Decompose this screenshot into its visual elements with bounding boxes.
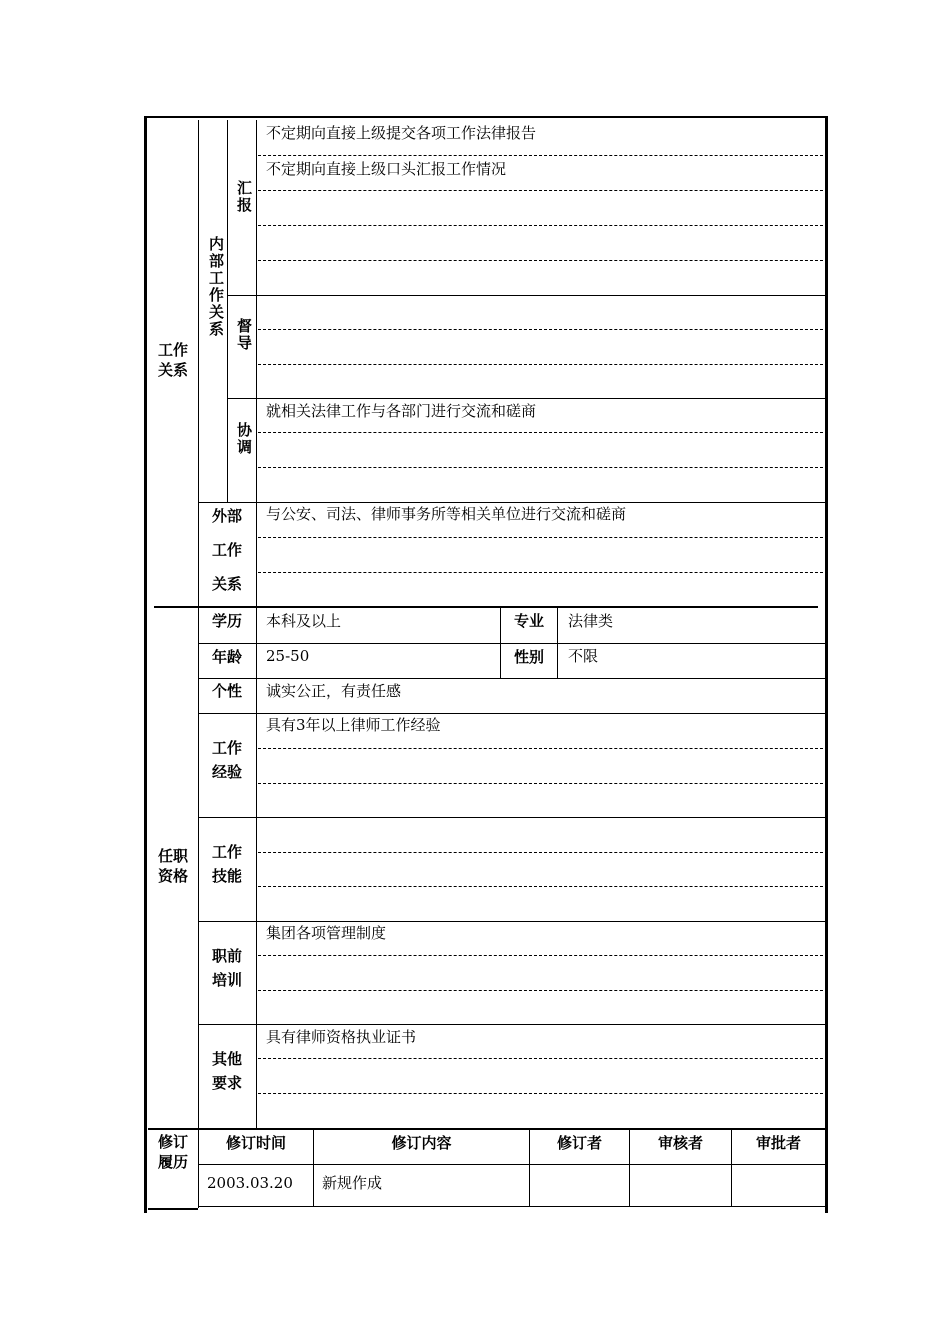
dashed-line	[258, 537, 823, 538]
revision-col-auditor: 审核者	[657, 1134, 703, 1152]
external-label-1: 外部	[211, 507, 242, 525]
coordinate-item-1: 就相关法律工作与各部门进行交流和磋商	[266, 402, 537, 420]
experience-item-1: 具有3年以上律师工作经验	[266, 716, 441, 734]
internal-divider	[227, 120, 228, 502]
dashed-line	[258, 364, 823, 365]
report-label: 汇报	[235, 180, 253, 214]
coordinate-label: 协调	[235, 422, 253, 456]
dashed-line	[258, 432, 823, 433]
dashed-line	[258, 783, 823, 784]
dashed-line	[258, 748, 823, 749]
dashed-line	[258, 225, 823, 226]
section-divider	[154, 606, 818, 608]
frame-bottom-border	[148, 1208, 198, 1210]
dashed-line	[258, 852, 823, 853]
other-item-1: 具有律师资格执业证书	[266, 1028, 417, 1046]
frame-top-border	[144, 116, 828, 118]
training-label-2: 培训	[211, 971, 242, 989]
dashed-line	[258, 886, 823, 887]
row-divider	[227, 295, 825, 296]
revision-history-title: 修订履历	[157, 1133, 188, 1171]
dashed-line	[258, 1058, 823, 1059]
experience-label-1: 工作	[211, 739, 242, 757]
major-value: 法律类	[568, 612, 614, 630]
revision-col-approver: 审批者	[755, 1134, 801, 1152]
report-item-2: 不定期向直接上级口头汇报工作情况	[266, 160, 507, 178]
dashed-line	[258, 190, 823, 191]
row-divider	[198, 817, 825, 818]
dashed-line	[258, 467, 823, 468]
education-label: 学历	[211, 612, 242, 630]
dashed-line	[258, 955, 823, 956]
qual-content-divider	[256, 608, 257, 1128]
dashed-line	[258, 1093, 823, 1094]
other-label-2: 要求	[211, 1074, 242, 1092]
external-item-1: 与公安、司法、律师事务所等相关单位进行交流和磋商	[266, 505, 627, 523]
training-item-1: 集团各项管理制度	[266, 924, 387, 942]
age-value: 25-50	[266, 647, 310, 665]
revision-col-reviser: 修订者	[556, 1134, 602, 1152]
revision-content: 新规作成	[322, 1174, 383, 1192]
experience-label-2: 经验	[211, 763, 242, 781]
frame-left-border	[144, 116, 147, 1213]
frame-right-border	[825, 116, 828, 1213]
row-divider	[198, 502, 825, 503]
training-label-1: 职前	[211, 947, 242, 965]
row-divider	[198, 713, 825, 714]
age-label: 年龄	[211, 648, 242, 666]
dashed-line	[258, 329, 823, 330]
row-divider	[198, 643, 825, 644]
external-label-2: 工作	[211, 541, 242, 559]
section-divider	[148, 1128, 825, 1130]
row-divider	[198, 921, 825, 922]
qualifications-title: 任职资格	[157, 847, 188, 885]
skills-label-1: 工作	[211, 843, 242, 861]
gender-label: 性别	[513, 648, 544, 666]
revision-date: 2003.03.20	[207, 1174, 293, 1192]
row-divider	[198, 1024, 825, 1025]
row-divider	[198, 1164, 825, 1165]
education-value: 本科及以上	[266, 612, 342, 630]
column-divider-1	[198, 120, 199, 1208]
skills-label-2: 技能	[211, 867, 242, 885]
content-divider	[256, 120, 257, 606]
dashed-line	[258, 990, 823, 991]
supervise-label: 督导	[235, 318, 253, 352]
dashed-line	[258, 572, 823, 573]
row-divider	[227, 398, 825, 399]
row-divider	[198, 678, 825, 679]
revision-col-date: 修订时间	[225, 1134, 286, 1152]
other-label-1: 其他	[211, 1050, 242, 1068]
dashed-line	[258, 155, 823, 156]
personality-value: 诚实公正，有责任感	[266, 682, 402, 700]
internal-relations-title: 内部工作关系	[207, 236, 225, 338]
gender-value: 不限	[568, 647, 599, 665]
external-label-3: 关系	[211, 575, 242, 593]
work-relations-title: 工作关系	[157, 341, 188, 379]
major-label: 专业	[513, 612, 544, 630]
dashed-line	[258, 260, 823, 261]
report-item-1: 不定期向直接上级提交各项工作法律报告	[266, 124, 537, 142]
row-divider	[198, 1206, 825, 1207]
personality-label: 个性	[211, 682, 242, 700]
revision-col-content: 修订内容	[391, 1134, 452, 1152]
